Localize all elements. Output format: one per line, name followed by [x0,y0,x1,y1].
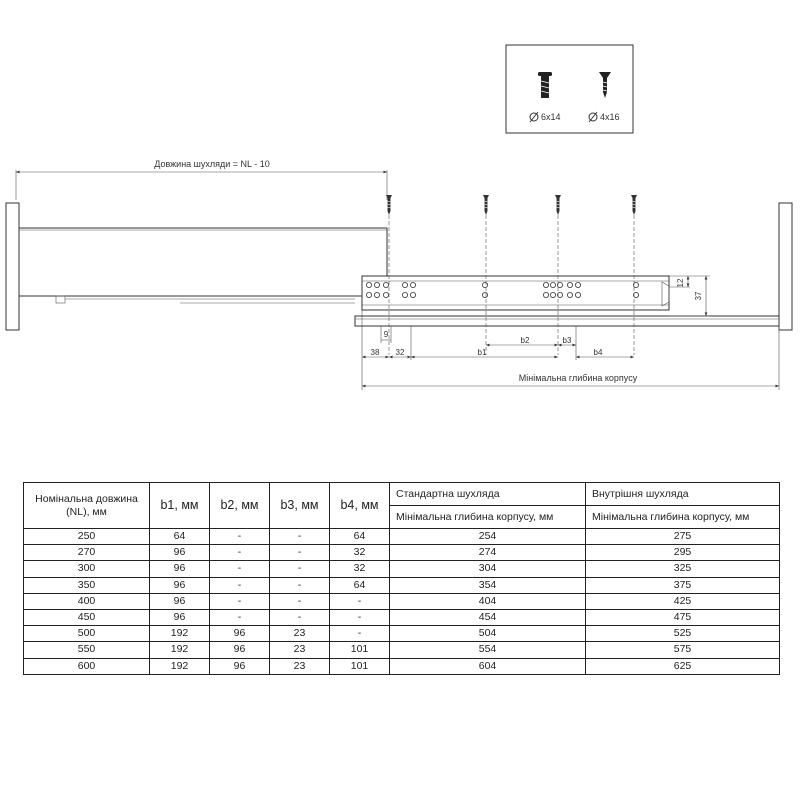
cell-nominal-length: 400 [24,593,150,609]
cabinet-left-side [6,203,19,330]
screw-markers [383,195,637,355]
cell-b1: 192 [150,658,210,674]
cell-b3: - [270,561,330,577]
table-row [24,658,780,674]
drawer-box [19,228,387,303]
cell-b4: 64 [330,529,390,545]
cell-min-depth-inner: 525 [586,626,780,642]
dim-12: 12 [676,278,685,288]
cell-min-depth-inner: 375 [586,577,780,593]
cell-min-depth-inner: 295 [586,545,780,561]
cell-b3: 23 [270,642,330,658]
cell-min-depth-inner: 275 [586,529,780,545]
cell-b3: 23 [270,626,330,642]
cell-min-depth-standard: 504 [390,626,586,642]
diameter-symbol-icon [589,112,597,122]
cell-min-depth-standard: 354 [390,577,586,593]
drawer-length-label: Довжина шухляди = NL - 10 [154,159,270,169]
screw-label-2: 4x16 [600,112,620,122]
cell-min-depth-inner: 325 [586,561,780,577]
table-row [24,609,780,625]
header-b1: b1, мм [150,483,210,529]
cell-b1: 96 [150,561,210,577]
dim-b4: b4 [593,348,603,357]
cell-min-depth-standard: 254 [390,529,586,545]
cell-min-depth-inner: 625 [586,658,780,674]
table-row [24,593,780,609]
cell-min-depth-standard: 304 [390,561,586,577]
cell-b4: 64 [330,577,390,593]
diameter-symbol-icon [530,112,538,122]
cell-b1: 192 [150,626,210,642]
cell-b2: 96 [210,658,270,674]
cell-b3: - [270,577,330,593]
cell-min-depth-standard: 604 [390,658,586,674]
cell-nominal-length: 450 [24,609,150,625]
dim-32: 32 [395,348,405,357]
cell-b2: - [210,577,270,593]
cell-min-depth-standard: 454 [390,609,586,625]
cell-b2: - [210,609,270,625]
cell-min-depth-inner: 575 [586,642,780,658]
cell-min-depth-standard: 274 [390,545,586,561]
screw-label-1: 6x14 [541,112,561,122]
cell-b4: - [330,626,390,642]
cell-b2: - [210,529,270,545]
header-min-depth-inner: Мінімальна глибина корпусу, мм [586,506,780,529]
cell-b2: - [210,593,270,609]
cell-min-depth-standard: 554 [390,642,586,658]
header-b4: b4, мм [330,483,390,529]
cell-b4: - [330,609,390,625]
cell-nominal-length: 270 [24,545,150,561]
cell-b1: 192 [150,642,210,658]
cell-b4: 101 [330,658,390,674]
cell-nominal-length: 550 [24,642,150,658]
dim-9: 9 [383,330,389,339]
cell-b4: - [330,593,390,609]
cell-nominal-length: 600 [24,658,150,674]
table-row [24,529,780,545]
header-inner-drawer: Внутрішня шухляда [586,483,780,506]
cell-b3: - [270,593,330,609]
cell-min-depth-inner: 475 [586,609,780,625]
dim-b2: b2 [520,336,530,345]
min-depth-label: Мінімальна глибина корпусу [518,373,638,383]
header-min-depth-standard: Мінімальна глибина корпусу, мм [390,506,586,529]
table-row [24,577,780,593]
dim-38: 38 [370,348,380,357]
header-standard-drawer: Стандартна шухляда [390,483,586,506]
table-row [24,545,780,561]
screw-legend [506,45,633,133]
cabinet-right-side [779,203,792,330]
runner-rail [355,276,779,326]
cell-b3: 23 [270,658,330,674]
cell-nominal-length: 500 [24,626,150,642]
cell-b2: 96 [210,642,270,658]
drawer-length-dimension [16,159,387,200]
header-b2: b2, мм [210,483,270,529]
cell-b3: - [270,545,330,561]
dim-b1: b1 [477,348,487,357]
table-row [24,626,780,642]
cell-nominal-length: 350 [24,577,150,593]
cell-nominal-length: 300 [24,561,150,577]
cell-min-depth-inner: 425 [586,593,780,609]
header-b3: b3, мм [270,483,330,529]
cell-b4: 32 [330,561,390,577]
cell-b4: 32 [330,545,390,561]
cell-b4: 101 [330,642,390,658]
cell-b2: - [210,561,270,577]
cell-b3: - [270,609,330,625]
cell-b1: 96 [150,577,210,593]
cell-min-depth-standard: 404 [390,593,586,609]
table-row [24,642,780,658]
cell-b1: 96 [150,609,210,625]
cell-b1: 64 [150,529,210,545]
dim-b3: b3 [562,336,572,345]
table-row [24,561,780,577]
cell-b1: 96 [150,545,210,561]
dimensions-table [23,482,780,675]
dim-37: 37 [694,291,703,301]
wood-screw-icon [599,72,611,98]
cell-b2: - [210,545,270,561]
height-dimensions [669,276,710,316]
header-nominal-length: Номінальна довжина (NL), мм [24,483,150,529]
machine-screw-icon [538,72,552,98]
cell-nominal-length: 250 [24,529,150,545]
cell-b1: 96 [150,593,210,609]
cell-b2: 96 [210,626,270,642]
cell-b3: - [270,529,330,545]
